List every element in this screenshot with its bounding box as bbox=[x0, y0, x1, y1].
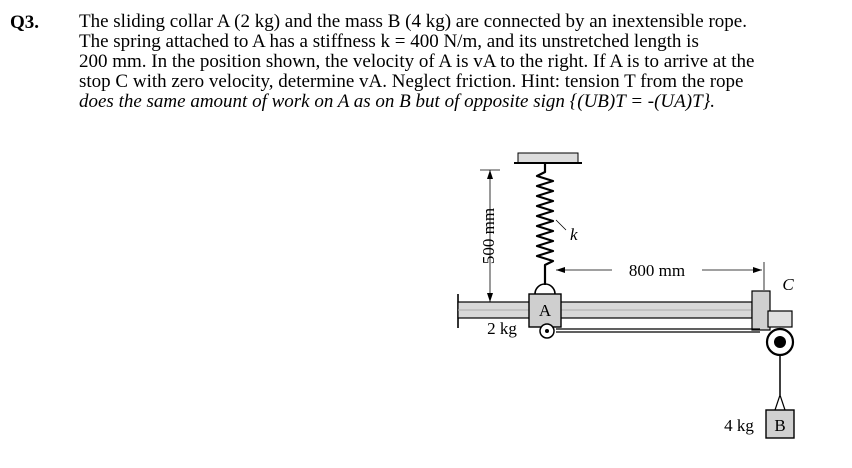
spring bbox=[537, 163, 553, 285]
block-label: B bbox=[774, 416, 786, 435]
stop-c bbox=[752, 291, 770, 330]
block-hanger bbox=[775, 395, 785, 410]
question-line-2: The spring attached to A has a stiffness k = 400 N/m, and its unstretched length is bbox=[79, 31, 699, 52]
block-mass-label: 4 kg bbox=[724, 416, 754, 435]
spring-leader bbox=[556, 220, 566, 230]
collar-label: A bbox=[538, 301, 552, 320]
question-line-1: The sliding collar A (2 kg) and the mass B (4 kg) are connected by an inextensible rope. bbox=[79, 11, 747, 32]
stop-label: C bbox=[782, 275, 794, 294]
question-line-5: does the same amount of work on A as on B but of opposite sign {(UB)T = -(UA)T}. bbox=[79, 91, 715, 112]
pulley bbox=[767, 311, 793, 355]
question-line-3: 200 mm. In the position shown, the velocity of A is vA to the right. If A is to arrive at the bbox=[79, 51, 755, 72]
question-line-4: stop C with zero velocity, determine vA. Neglect friction. Hint: tension T from the rope bbox=[79, 71, 744, 92]
question-number: Q3. bbox=[10, 12, 40, 33]
collar-mass-label: 2 kg bbox=[487, 319, 517, 338]
spring-label: k bbox=[570, 225, 578, 244]
dim-vertical-label: 500 mm bbox=[478, 207, 498, 265]
dim-horizontal-label: 800 mm bbox=[628, 261, 686, 280]
ceiling-support bbox=[514, 153, 582, 163]
rope bbox=[556, 329, 780, 395]
